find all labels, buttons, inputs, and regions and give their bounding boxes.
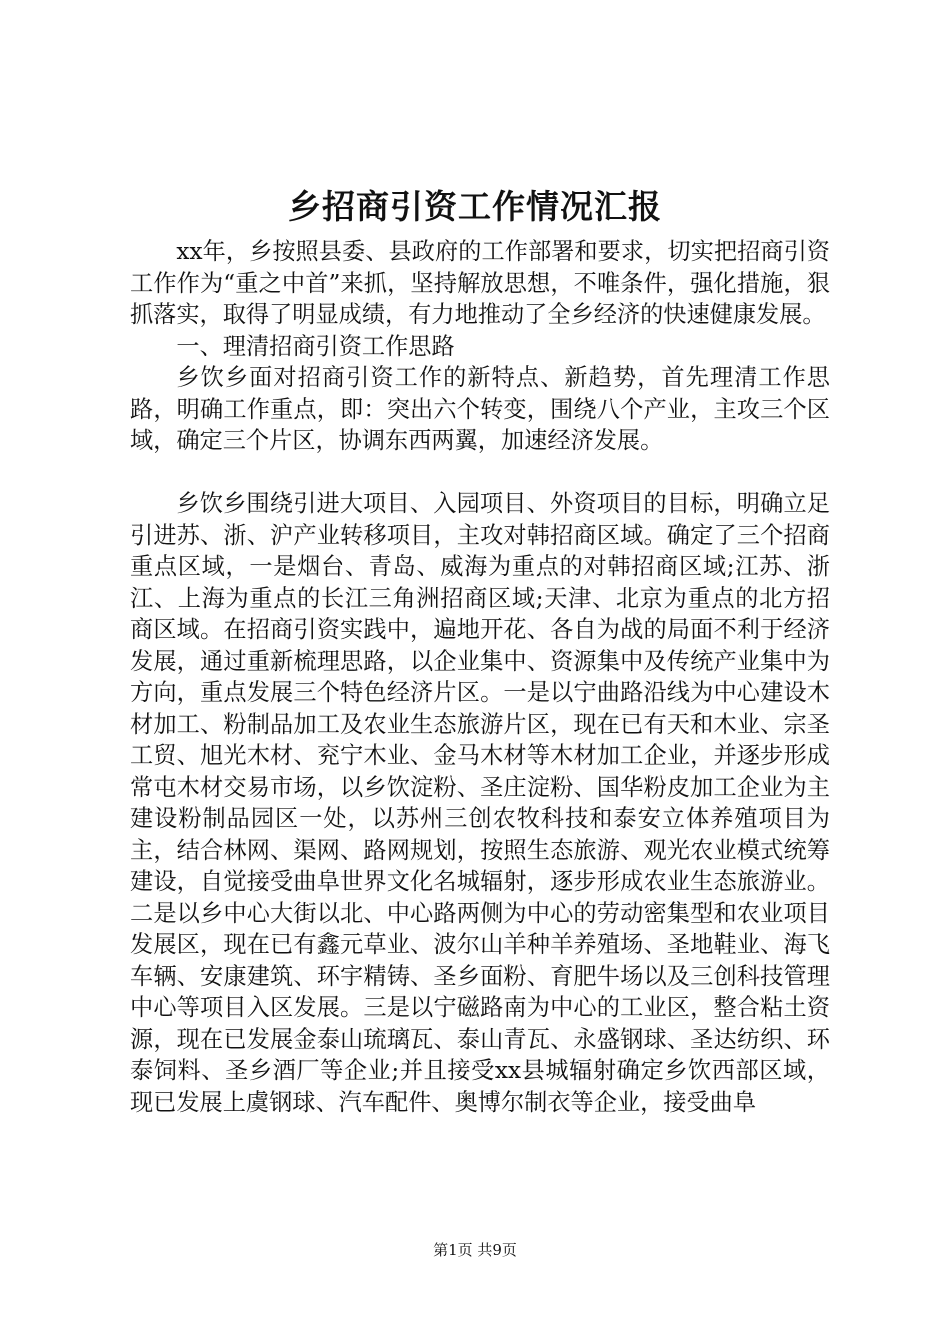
paragraph-approach: 乡饮乡面对招商引资工作的新特点、新趋势，首先理清工作思路，明确工作重点，即：突出六个转变，围绕八个产业，主攻三个区域，确定三个片区，协调东西两翼，加速经济发展。 <box>130 364 830 454</box>
paragraph-regions: 乡饮乡围绕引进大项目、入园项目、外资项目的目标，明确立足引进苏、浙、沪产业转移项目，主攻对韩招商区域。确定了三个招商重点区域，一是烟台、青岛、威海为重点的对韩招商区域;江苏、浙江、上海为重点的长江三角洲招商区域;天津、北京为重点的北方招商区域。在招商引资实践中，遍地开花、各自为战的局面不利于经济发展，通过重新梳理思路，以企业集中、资源集中及传统产业集中为方向，重点发展三个特色经济片区。一是以宁曲路沿线为中心建设木材加工、粉制品加工及农业生态旅游片区，现在已有天和木业、宗圣工贸、旭光木材、兖宁木业、金马木材等木材加工企业，并逐步形成常屯木材交易市场，以乡饮淀粉、圣庄淀粉、国华粉皮加工企业为主建设粉制品园区一处，以苏州三创农牧科技和泰安立体养殖项目为主，结合林网、渠网、路网规划，按照生态旅游、观光农业模式统筹建设，自觉接受曲阜世界文化名城辐射，逐步形成农业生态旅游业。二是以乡中心大街以北、中心路两侧为中心的劳动密集型和农业项目发展区，现在已有鑫元草业、波尔山羊种羊养殖场、圣地鞋业、海飞车辆、安康建筑、环宇精铸、圣乡面粉、育肥牛场以及三创科技管理中心等项目入区发展。三是以宁磁路南为中心的工业区，整合粘土资源，现在已发展金泰山琉璃瓦、泰山青瓦、永盛钢球、圣达纺织、环泰饲料、圣乡酒厂等企业;并且接受xx县城辐射确定乡饮西部区域，现已发展上虞钢球、汽车配件、奥博尔制衣等企业，接受曲阜 <box>130 490 830 1116</box>
section-heading-1: 一、理清招商引资工作思路 <box>176 332 455 360</box>
paragraph-spacer <box>130 457 830 489</box>
document-title: 乡招商引资工作情况汇报 <box>288 187 662 226</box>
paragraph-intro: xx年，乡按照县委、县政府的工作部署和要求，切实把招商引资工作作为“重之中首”来抓，坚持解放思想，不唯条件，强化措施，狠抓落实，取得了明显成绩，有力地推动了全乡经济的快速健康发展。 <box>130 238 830 328</box>
page-number-footer: 第1页 共9页 <box>433 1241 517 1259</box>
document-body <box>130 236 830 1118</box>
